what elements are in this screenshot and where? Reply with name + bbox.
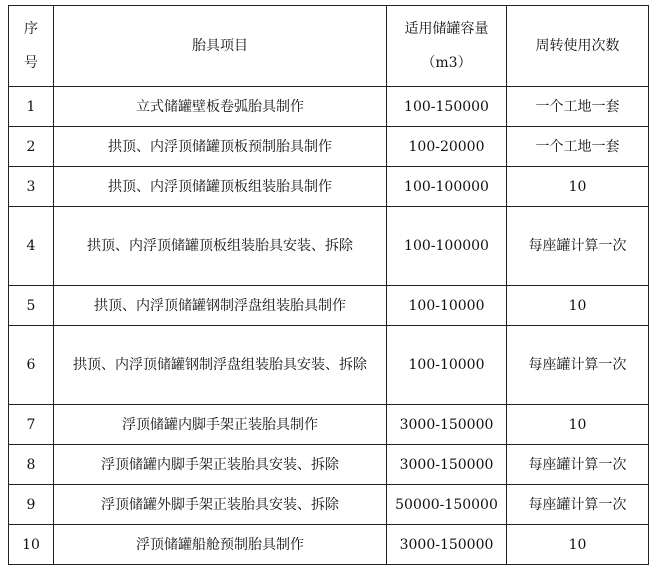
row-uses: 每座罐计算一次 bbox=[507, 326, 649, 405]
row-capacity: 100-10000 bbox=[387, 326, 507, 405]
row-index: 8 bbox=[9, 445, 54, 485]
row-project: 拱顶、内浮顶储罐顶板组装胎具安装、拆除 bbox=[54, 207, 387, 286]
row-index: 5 bbox=[9, 286, 54, 326]
row-uses: 一个工地一套 bbox=[507, 87, 649, 127]
row-capacity: 3000-150000 bbox=[387, 405, 507, 445]
table-row bbox=[9, 445, 649, 485]
row-uses: 10 bbox=[507, 405, 649, 445]
row-capacity: 3000-150000 bbox=[387, 445, 507, 485]
table-row bbox=[9, 87, 649, 127]
table-row bbox=[9, 485, 649, 525]
table-row bbox=[9, 326, 649, 405]
row-capacity: 3000-150000 bbox=[387, 525, 507, 565]
row-index: 3 bbox=[9, 167, 54, 207]
row-uses: 10 bbox=[507, 167, 649, 207]
row-uses: 每座罐计算一次 bbox=[507, 445, 649, 485]
row-project: 拱顶、内浮顶储罐钢制浮盘组装胎具安装、拆除 bbox=[54, 326, 387, 405]
row-capacity: 100-10000 bbox=[387, 286, 507, 326]
row-capacity: 50000-150000 bbox=[387, 485, 507, 525]
header-capacity bbox=[387, 6, 507, 87]
header-uses: 周转使用次数 bbox=[507, 6, 649, 87]
row-project: 浮顶储罐外脚手架正装胎具安装、拆除 bbox=[54, 485, 387, 525]
row-uses: 一个工地一套 bbox=[507, 127, 649, 167]
row-index: 9 bbox=[9, 485, 54, 525]
table-row bbox=[9, 286, 649, 326]
table-row bbox=[9, 525, 649, 565]
header-index bbox=[9, 6, 54, 87]
header-index-line2: 号 bbox=[24, 55, 38, 71]
row-project: 拱顶、内浮顶储罐顶板预制胎具制作 bbox=[54, 127, 387, 167]
row-capacity: 100-20000 bbox=[387, 127, 507, 167]
table-row bbox=[9, 207, 649, 286]
row-uses: 每座罐计算一次 bbox=[507, 207, 649, 286]
row-index: 4 bbox=[9, 207, 54, 286]
header-capacity-line2: （m3） bbox=[421, 55, 472, 71]
row-project: 拱顶、内浮顶储罐顶板组装胎具制作 bbox=[54, 167, 387, 207]
table-row bbox=[9, 405, 649, 445]
row-project: 浮顶储罐内脚手架正装胎具安装、拆除 bbox=[54, 445, 387, 485]
row-index: 6 bbox=[9, 326, 54, 405]
row-project: 拱顶、内浮顶储罐钢制浮盘组装胎具制作 bbox=[54, 286, 387, 326]
row-index: 2 bbox=[9, 127, 54, 167]
row-uses: 每座罐计算一次 bbox=[507, 485, 649, 525]
row-capacity: 100-100000 bbox=[387, 167, 507, 207]
row-index: 1 bbox=[9, 87, 54, 127]
table-row bbox=[9, 167, 649, 207]
row-project: 浮顶储罐船舱预制胎具制作 bbox=[54, 525, 387, 565]
row-project: 立式储罐壁板卷弧胎具制作 bbox=[54, 87, 387, 127]
row-project: 浮顶储罐内脚手架正装胎具制作 bbox=[54, 405, 387, 445]
table-header-row bbox=[9, 6, 649, 87]
row-capacity: 100-100000 bbox=[387, 207, 507, 286]
header-project: 胎具项目 bbox=[54, 6, 387, 87]
table-row bbox=[9, 127, 649, 167]
row-capacity: 100-150000 bbox=[387, 87, 507, 127]
tooling-table bbox=[8, 5, 649, 565]
row-uses: 10 bbox=[507, 525, 649, 565]
header-index-line1: 序 bbox=[24, 21, 38, 37]
row-index: 10 bbox=[9, 525, 54, 565]
row-index: 7 bbox=[9, 405, 54, 445]
row-uses: 10 bbox=[507, 286, 649, 326]
header-capacity-line1: 适用储罐容量 bbox=[404, 21, 489, 37]
